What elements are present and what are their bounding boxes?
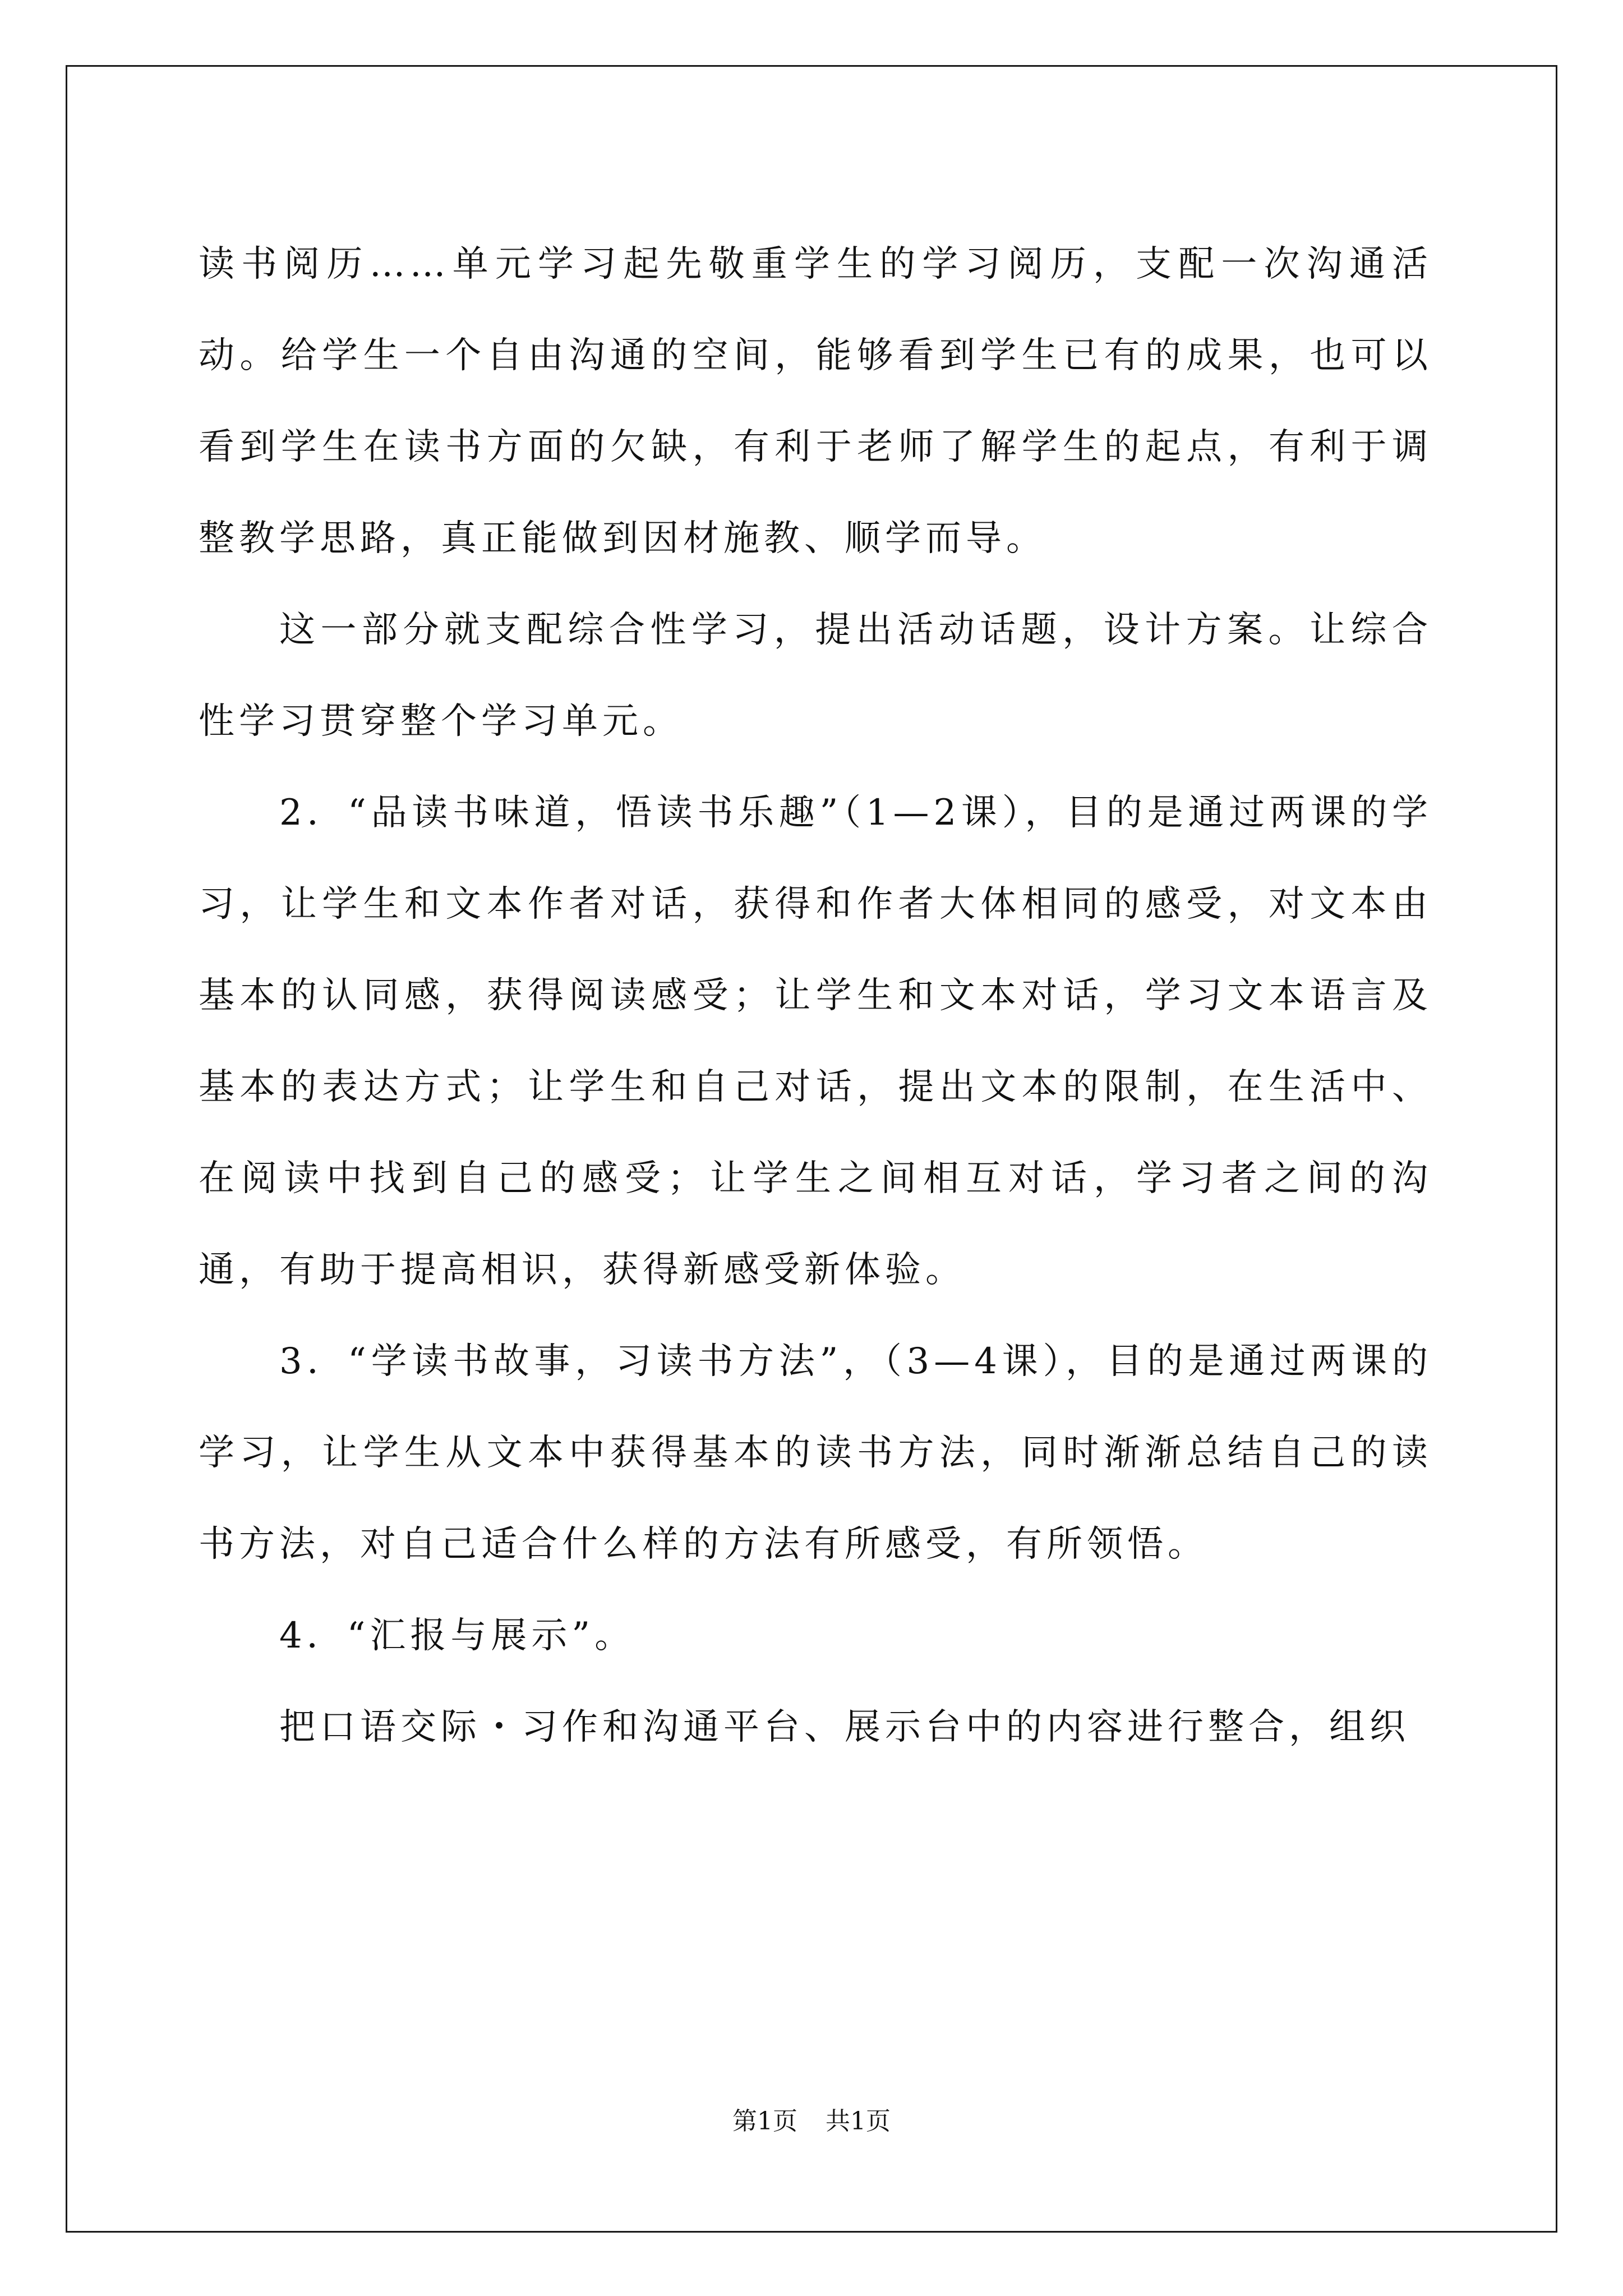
page-number: 第1页 — [732, 2107, 797, 2136]
paragraph-5: 4．“汇报与展示”。 — [279, 1615, 635, 1657]
page-total: 共1页 — [826, 2107, 891, 2136]
paragraph-2: 这一部分就支配综合性学习，提出活动话题，设计方案。让综合性学习贯穿整个学习单元。 — [199, 609, 1432, 742]
paragraph-4: 3．“学读书故事，习读书方法”，（3—4课），目的是通过两课的学习，让学生从文本中获得基本的读书方法，同时渐渐总结自己的读书方法，对自己适合什么样的方法有所感受，有所领悟。 — [199, 1341, 1432, 1565]
page-footer — [0, 2105, 1623, 2138]
document-body — [199, 219, 1432, 1773]
paragraph-3: 2．“品读书味道，悟读书乐趣”（1—2课），目的是通过两课的学习，让学生和文本作者对话，获得和作者大体相同的感受，对文本由基本的认同感，获得阅读感受；让学生和文本对话，学习文本语言及基本的表达方式；让学生和自己对话，提出文本的限制，在生活中、在阅读中找到自己的感受；让学生之间相互对话，学习者之间的沟通，有助于提高相识，获得新感受新体验。 — [199, 792, 1432, 1291]
paragraph-1: 读书阅历……单元学习起先敬重学生的学习阅历，支配一次沟通活动。给学生一个自由沟通的空间，能够看到学生已有的成果，也可以看到学生在读书方面的欠缺，有利于老师了解学生的起点，有利于调整教学思路，真正能做到因材施教、顺学而导。 — [199, 243, 1432, 559]
paragraph-6: 把口语交际・习作和沟通平台、展示台中的内容进行整合，组织 — [279, 1706, 1410, 1748]
